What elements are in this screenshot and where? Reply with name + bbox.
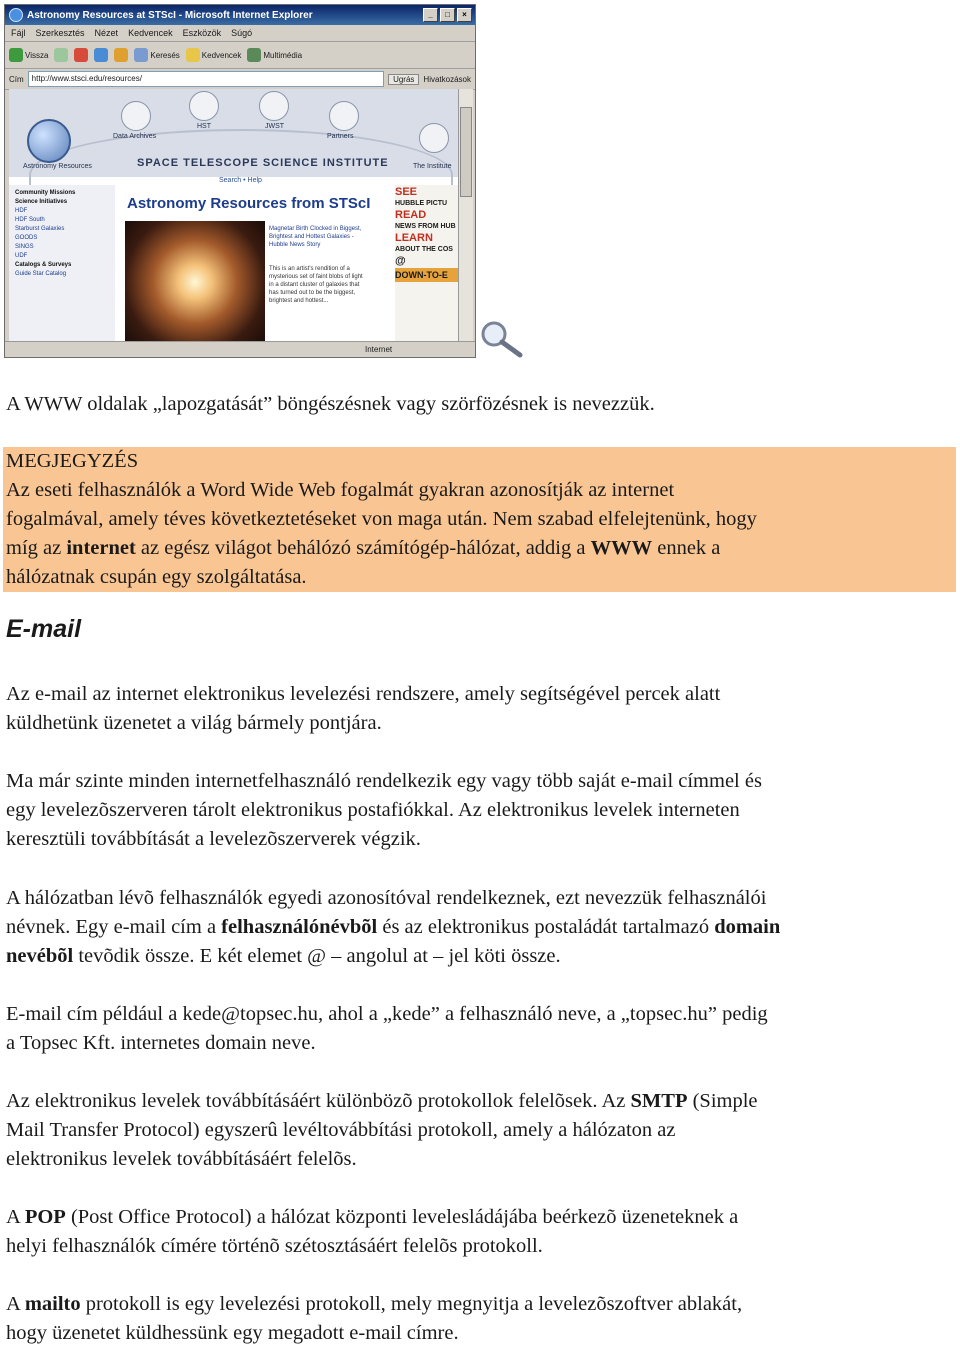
- section-heading-email: E-mail: [6, 615, 82, 643]
- bold-term: SMTP: [630, 1090, 688, 1112]
- site-promo-panel: [395, 185, 461, 343]
- home-icon: [114, 48, 128, 62]
- paragraph-line: [6, 942, 954, 971]
- promo-read[interactable]: READ: [395, 209, 427, 221]
- site-news-link[interactable]: Magnetar Birth Clocked in Biggest, Brightest and Hottest Galaxies - Hubble News Story: [269, 226, 362, 248]
- corner-the-institute[interactable]: The Institute: [413, 163, 452, 170]
- close-icon[interactable]: ×: [457, 8, 472, 22]
- paragraph-line: Ma már szinte minden internetfelhasználó rendelkezik egy vagy több saját e-mail címmel és: [6, 770, 762, 792]
- paragraph-line: [6, 1203, 954, 1232]
- note-text: ennek a: [652, 537, 721, 559]
- refresh-icon: [94, 48, 108, 62]
- site-main-title: Astronomy Resources from STScI: [127, 195, 371, 212]
- menu-item-help[interactable]: Súgó: [231, 28, 253, 38]
- hst-icon[interactable]: [189, 91, 219, 121]
- stop-icon: [74, 48, 88, 62]
- note-title: MEGJEGYZÉS: [6, 450, 139, 472]
- browser-status-bar: [5, 341, 475, 357]
- search-label: Keresés: [150, 50, 180, 60]
- address-bar: [5, 69, 475, 90]
- promo-down-to-earth[interactable]: DOWN-TO-E: [395, 268, 461, 282]
- bold-term: mailto: [24, 1293, 81, 1315]
- left-col-heading[interactable]: Catalogs & Surveys: [15, 262, 72, 268]
- note-line: [6, 534, 954, 563]
- left-col-link[interactable]: Starburst Galaxies: [15, 226, 65, 232]
- note-text: míg az: [6, 537, 67, 559]
- partners-icon[interactable]: [329, 101, 359, 131]
- menu-item-edit[interactable]: Szerkesztés: [35, 28, 85, 38]
- bold-term: nevébõl: [6, 945, 74, 967]
- text-run: és az elektronikus postaládát tartalmazó: [377, 916, 715, 938]
- paragraph-line: A hálózatban lévõ felhasználók egyedi azonosítóval rendelkeznek, ezt nevezzük felhasználói: [6, 887, 767, 909]
- note-bold-www: WWW: [590, 537, 653, 559]
- paragraph-line: elektronikus levelek továbbításáért felelõs.: [6, 1148, 357, 1170]
- refresh-button[interactable]: [94, 48, 108, 62]
- left-col-link[interactable]: UDF: [15, 253, 28, 259]
- nav-jwst[interactable]: JWST: [265, 123, 285, 130]
- promo-learn-sub: ABOUT THE COS: [395, 246, 453, 253]
- paragraph-line: Az e-mail az internet elektronikus levelezési rendszere, amely segítségével percek alatt: [6, 683, 721, 705]
- paragraph-line: [6, 1087, 954, 1116]
- browser-screenshot: [4, 4, 476, 358]
- back-button[interactable]: [9, 48, 48, 62]
- stop-button[interactable]: [74, 48, 88, 62]
- nav-partners[interactable]: Partners: [327, 133, 354, 140]
- note-text: az egész világot behálózó számítógép-hálózat, addig a: [135, 537, 591, 559]
- minimize-icon[interactable]: _: [423, 8, 438, 22]
- paragraph-line: egy levelezõszerveren tárolt elektronikus postafiókkal. Az elektronikus levelek interneten: [6, 799, 740, 821]
- paragraph-line: E-mail cím például a kede@topsec.hu, ahol a „kede” a felhasználó neve, a „topsec.hu” pedig: [6, 1003, 768, 1025]
- text-run: névnek. Egy e-mail cím a: [6, 916, 222, 938]
- left-col-link[interactable]: HDF: [15, 208, 28, 214]
- bold-term: felhasználónévbõl: [221, 916, 378, 938]
- left-col-link[interactable]: SINGS: [15, 244, 34, 250]
- media-label: Multimédia: [263, 50, 303, 60]
- favorites-label: Kedvencek: [201, 50, 242, 60]
- menu-item-favorites[interactable]: Kedvencek: [128, 28, 173, 38]
- left-col-link[interactable]: Guide Star Catalog: [15, 271, 67, 277]
- text-run: (Post Office Protocol) a hálózat központi levelesládájába beérkezõ üzeneteknek a: [65, 1206, 739, 1228]
- scrollbar-thumb[interactable]: [460, 107, 472, 197]
- note-line: hálózatnak csupán egy szolgáltatása.: [6, 566, 307, 588]
- text-run: A: [6, 1206, 25, 1228]
- left-col-link[interactable]: GOODS: [15, 235, 38, 241]
- maximize-icon[interactable]: □: [440, 8, 455, 22]
- status-zone: Internet: [365, 345, 393, 354]
- menu-item-file[interactable]: Fájl: [11, 28, 26, 38]
- links-label[interactable]: Hivatkozások: [423, 74, 471, 84]
- browser-toolbar: [5, 42, 475, 69]
- vertical-scrollbar[interactable]: [458, 89, 473, 343]
- browser-title: Astronomy Resources at STScI - Microsoft Internet Explorer: [27, 9, 313, 21]
- search-icon: [134, 48, 148, 62]
- institute-icon[interactable]: [419, 123, 449, 153]
- text-run: tevõdik össze. E két elemet @ – angolul at – jel köti össze.: [73, 945, 561, 967]
- jwst-icon[interactable]: [259, 91, 289, 121]
- left-col-heading[interactable]: Community Missions: [15, 190, 76, 196]
- text-run: A: [6, 1293, 25, 1315]
- forward-arrow-icon: [54, 48, 68, 62]
- browser-title-bar: [5, 5, 475, 25]
- planet-logo-icon[interactable]: [27, 119, 71, 163]
- site-art-caption: This is an artist's rendition of a mysterious set of faint blobs of light in a distant cluster of galaxies that has turned out to be the biggest, brightest and hottest...: [269, 266, 363, 304]
- go-button[interactable]: Ugrás: [388, 74, 419, 85]
- left-col-heading[interactable]: Science Initiatives: [15, 199, 68, 205]
- text-run: Az elektronikus levelek továbbításáért különbözõ protokollok felelõsek. Az: [6, 1090, 631, 1112]
- text-run: (Simple: [687, 1090, 758, 1112]
- search-button[interactable]: [134, 48, 179, 62]
- ie-logo-icon: [9, 8, 23, 22]
- left-col-link[interactable]: HDF South: [15, 217, 45, 223]
- promo-see[interactable]: SEE: [395, 186, 418, 198]
- institute-title: SPACE TELESCOPE SCIENCE INSTITUTE: [137, 157, 389, 169]
- web-page-viewport: [9, 89, 461, 343]
- site-subnav[interactable]: Search • Help: [219, 177, 262, 184]
- paragraph-line: keresztüli továbbítását a levelezõszerverek végzik.: [6, 828, 421, 850]
- home-button[interactable]: [114, 48, 128, 62]
- browser-menu-bar: [5, 25, 475, 42]
- galaxy-image[interactable]: [125, 221, 265, 343]
- menu-item-tools[interactable]: Eszközök: [182, 28, 222, 38]
- address-input[interactable]: http://www.stsci.edu/resources/: [28, 71, 384, 87]
- bold-term: domain: [714, 916, 781, 938]
- paragraph-line: [6, 913, 954, 942]
- paragraph-line: küldhetünk üzenetet a világ bármely pontjára.: [6, 712, 382, 734]
- promo-see-sub: HUBBLE PICTU: [395, 200, 448, 207]
- menu-item-view[interactable]: Nézet: [94, 28, 119, 38]
- magnifier-icon: [478, 318, 524, 358]
- text-run: protokoll is egy levelezési protokoll, mely megnyitja a levelezõszoftver ablakát,: [80, 1293, 743, 1315]
- site-left-column: [9, 185, 115, 343]
- bold-term: POP: [24, 1206, 66, 1228]
- star-icon: [186, 48, 200, 62]
- favorites-button[interactable]: [186, 48, 242, 62]
- promo-at: @: [395, 255, 406, 267]
- note-line: Az eseti felhasználók a Word Wide Web fogalmát gyakran azonosítják az internet: [6, 479, 675, 501]
- forward-button[interactable]: [54, 48, 68, 62]
- back-label: Vissza: [25, 50, 49, 60]
- intro-paragraph: A WWW oldalak „lapozgatását” böngészésnek vagy szörfözésnek is nevezzük.: [6, 393, 655, 415]
- paragraph-line: hogy üzenetet küldhessünk egy megadott e-mail címre.: [6, 1322, 459, 1344]
- media-icon: [247, 48, 261, 62]
- note-line: fogalmával, amely téves következtetéseket von maga után. Nem szabad elfelejtenünk, hogy: [6, 508, 757, 530]
- archive-icon[interactable]: [121, 101, 151, 131]
- address-label: Cím: [9, 74, 24, 84]
- note-bold-internet: internet: [66, 537, 136, 559]
- paragraph-line: a Topsec Kft. internetes domain neve.: [6, 1032, 316, 1054]
- nav-hst[interactable]: HST: [197, 123, 211, 130]
- site-header: [9, 89, 461, 184]
- paragraph-line: [6, 1290, 954, 1319]
- nav-data-archives[interactable]: Data Archives: [113, 133, 157, 140]
- media-button[interactable]: [247, 48, 302, 62]
- promo-read-sub: NEWS FROM HUB: [395, 223, 456, 230]
- back-arrow-icon: [9, 48, 23, 62]
- promo-learn[interactable]: LEARN: [395, 232, 433, 244]
- corner-astronomy-resources[interactable]: Astronomy Resources: [23, 163, 92, 170]
- paragraph-line: Mail Transfer Protocol) egyszerû levéltovábbítási protokoll, amely a hálózaton az: [6, 1119, 676, 1141]
- paragraph-line: helyi felhasználók címére történõ szétosztásáért felelõs protokoll.: [6, 1235, 543, 1257]
